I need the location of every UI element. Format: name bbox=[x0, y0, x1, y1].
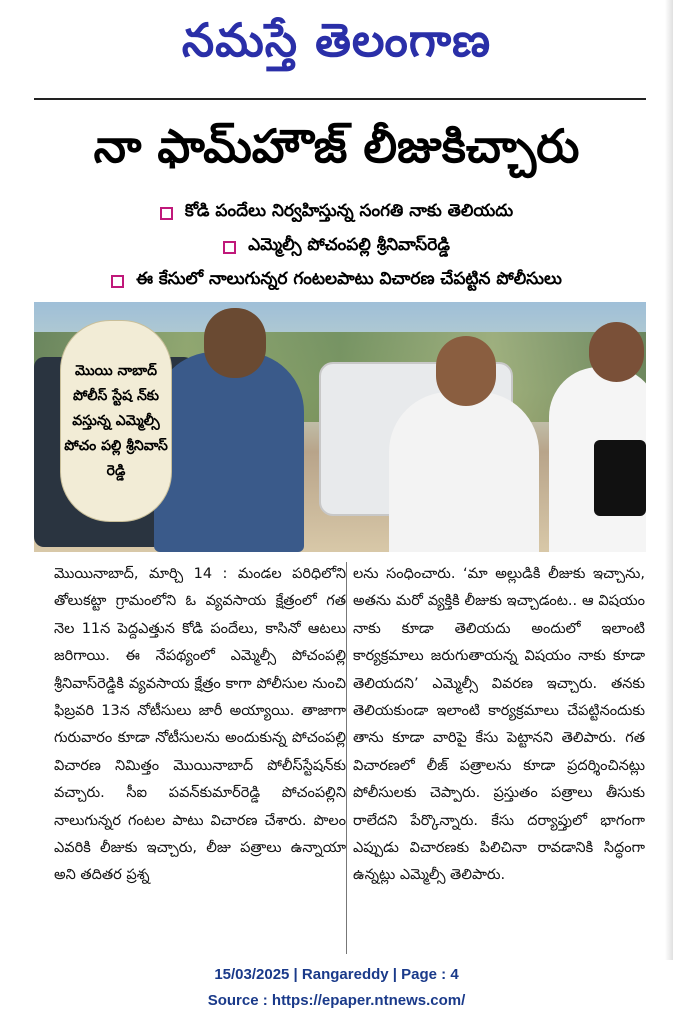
subheadline-text: ఎమ్మెల్సీ పోచంపల్లి శ్రీనివాస్‌రెడ్డి bbox=[248, 235, 450, 255]
photo-person-right-head bbox=[589, 322, 644, 382]
edition-line: 15/03/2025 | Rangareddy | Page : 4 bbox=[214, 966, 459, 983]
subheadline-item bbox=[0, 196, 673, 230]
bullet-box-icon bbox=[160, 207, 173, 220]
photo-person-center bbox=[389, 392, 539, 552]
source-line: Source : https://epaper.ntnews.com/ bbox=[207, 992, 466, 1009]
bullet-box-icon bbox=[223, 241, 236, 254]
subheadline-item bbox=[0, 264, 673, 298]
top-divider bbox=[34, 98, 646, 100]
bullet-box-icon bbox=[111, 275, 124, 288]
subheadline-text: ఈ కేసులో నాలుగున్నర గంటలపాటు విచారణ చేపట్టిన పోలీసులు bbox=[136, 269, 562, 289]
subheadline-item bbox=[0, 230, 673, 264]
photo-person-left-head bbox=[204, 308, 266, 378]
photo-phone bbox=[594, 440, 646, 516]
page-edge-shadow bbox=[665, 0, 673, 960]
article-column-left: మొయినాబాద్, మార్చి 14 : మండల పరిధిలోని తోలుకట్టా గ్రామంలోని ఓ వ్యవసాయ క్షేత్రంలో గత నెల 11న పెద్దఎత్తున కోడి పందేలు, కాసినో ఆటలు జరిగాయి. ఈ నేపథ్యంలో ఎమ్మెల్సీ పోచంపల్లి శ్రీనివాస్‌రెడ్డికి వ్యవసాయ క్షేత్రం కాగా పోలీసుల నుంచి ఫిబ్రవరి 13న నోటీసులు జారీ అయ్యాయి. తాజాగా గురువారం కూడా నోటీసులను అందుకున్న పోచంపల్లి విచారణ నిమిత్తం మొయినాబాద్ పోలీస్‌స్టేషన్‌కు వచ్చారు. సీఐ పవన్‌కుమార్‌రెడ్డి పోచంపల్లిని నాలుగున్నర గంటల పాటు విచారణ చేశారు. పొలం ఎవరికి లీజుకు ఇచ్చారు, లీజు పత్రాలు ఉన్నాయా అని తదితర ప్రశ్న bbox=[54, 566, 346, 884]
photo-person-left bbox=[154, 352, 304, 552]
article-headline: నా ఫామ్‌హౌజ్ లీజుకిచ్చారు bbox=[93, 119, 580, 173]
subheadline-text: కోడి పందేలు నిర్వహిస్తున్న సంగతి నాకు తెలియదు bbox=[184, 201, 514, 221]
headline-block bbox=[0, 110, 673, 182]
photo-person-center-head bbox=[436, 336, 496, 406]
subheadline-list bbox=[0, 196, 673, 298]
article-column-right: లను సంధించారు. ‘మా అల్లుడికి లీజుకు ఇచ్చాను, అతను మరో వ్యక్తికి లీజుకు ఇచ్చాడంట.. ఆ విషయం నాకు కూడా తెలియదు అందులో ఇలాంటి కార్యక్రమాలు జరుగుతాయన్న విషయం నాకు కూడా తెలియదని’ ఎమ్మెల్సీ వివరణ ఇచ్చారు. తనకు తెలియకుండా ఇలాంటి కార్యక్రమాలు చేపట్టినందుకు తాను కూడా వారిపై కేసు పెట్టానని తెలిపారు. గత విచారణలో లీజ్ పత్రాలను కూడా ప్రదర్శించినట్లు పోలీసులకు చెప్పారు. ప్రస్తుతం పత్రాలు తీసుకు రాలేదని పేర్కొన్నారు. కేసు దర్యాప్తులో భాగంగా ఎప్పుడు విచారణకు పిలిచినా రావడానికి సిద్ధంగా ఉన్నట్లు ఎమ్మెల్సీ తెలిపారు. bbox=[353, 566, 645, 884]
column-divider bbox=[346, 562, 347, 954]
photo-caption-bubble bbox=[60, 320, 172, 522]
news-photo bbox=[34, 302, 646, 552]
photo-caption: మొయి నాబాద్ పోలీస్ స్టేష న్‌కు వస్తున్న ఎమ్మెల్సీ పోచం పల్లి శ్రీనివాస్ రెడ్డి bbox=[64, 362, 168, 479]
masthead-title: నమస్తే తెలంగాణ bbox=[181, 13, 492, 67]
masthead-logo bbox=[0, 4, 673, 76]
